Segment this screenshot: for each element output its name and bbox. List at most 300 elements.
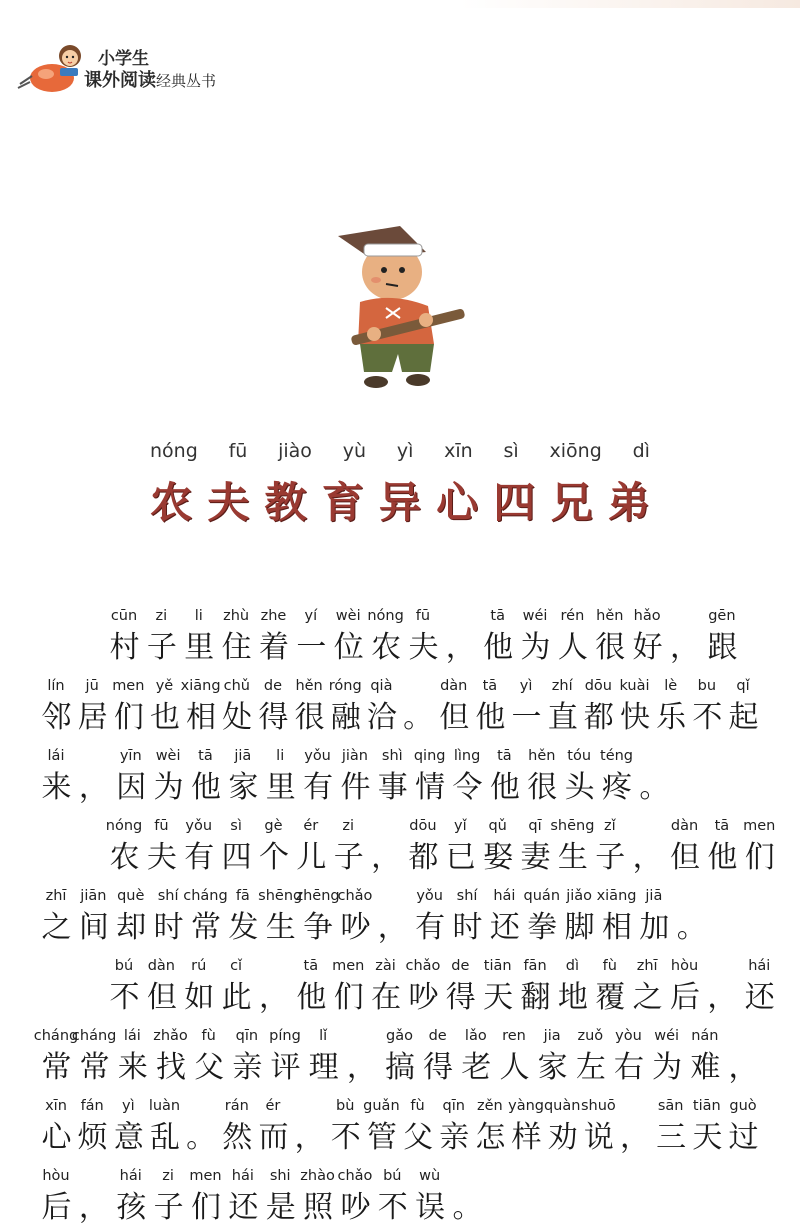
hanzi-char: ， xyxy=(670,630,701,665)
series-header xyxy=(14,38,274,98)
hanzi-char: 此 xyxy=(221,980,252,1015)
pinyin-syllable: men xyxy=(332,958,365,974)
pinyin-syllable: tā xyxy=(490,608,505,624)
hanzi-char: 快 xyxy=(620,700,651,735)
hanzi-char: 然 xyxy=(222,1120,253,1155)
hanzi-char: 难 xyxy=(690,1050,721,1085)
pinyin-syllable: yì xyxy=(122,1098,135,1114)
pinyin-syllable: tā xyxy=(198,748,213,764)
pinyin-syllable: zhǎo xyxy=(153,1028,188,1044)
pinyin-syllable: wèi xyxy=(335,608,361,624)
hanzi-char: 好 xyxy=(632,630,663,665)
pinyin-syllable: cūn xyxy=(110,608,138,624)
pinyin-syllable: chǔ xyxy=(223,678,250,694)
pinyin-syllable: lǐ xyxy=(319,1028,328,1044)
pinyin-syllable: hǎo xyxy=(633,608,661,624)
hanzi-char: 妻 xyxy=(520,840,551,875)
hanzi-char: 件 xyxy=(340,770,371,805)
title-char: 夫 xyxy=(207,478,250,527)
hanzi-char: 来 xyxy=(41,770,72,805)
hanzi-char: 子 xyxy=(153,1190,184,1225)
hanzi-char: 后 xyxy=(670,980,701,1015)
hanzi-char: 得 xyxy=(423,1050,454,1085)
hanzi-char: 相 xyxy=(186,700,217,735)
pinyin-syllable: men xyxy=(189,1168,222,1184)
pinyin-syllable: yàng xyxy=(508,1098,544,1114)
hanzi-char: 子 xyxy=(146,630,177,665)
text-line xyxy=(0,608,800,668)
hanzi-char: 拳 xyxy=(527,910,558,945)
hanzi-char: 们 xyxy=(113,700,144,735)
pinyin-syllable: hái xyxy=(119,1168,142,1184)
hanzi-char: 融 xyxy=(330,700,361,735)
hanzi-char: 不 xyxy=(692,700,723,735)
pinyin-syllable: shì xyxy=(381,748,403,764)
pinyin-syllable: quán xyxy=(523,888,561,904)
hanzi-char: 为 xyxy=(520,630,551,665)
hanzi-char: 样 xyxy=(511,1120,542,1155)
text-line xyxy=(0,748,800,808)
title-char: 心 xyxy=(436,478,479,527)
title-pinyin-syllable: nóng xyxy=(150,440,198,462)
pinyin-syllable: zhào xyxy=(300,1168,335,1184)
pinyin-syllable: què xyxy=(117,888,145,904)
pinyin-syllable: bú xyxy=(383,1168,402,1184)
pinyin-syllable: li xyxy=(276,748,285,764)
hanzi-char: ， xyxy=(78,1190,109,1225)
pinyin-syllable: lái xyxy=(47,748,65,764)
pinyin-syllable: lè xyxy=(664,678,678,694)
hanzi-char: 父 xyxy=(403,1120,434,1155)
hanzi-char: ， xyxy=(632,840,663,875)
hanzi-char: 起 xyxy=(728,700,759,735)
title-char: 四 xyxy=(493,478,536,527)
hanzi-char: ， xyxy=(620,1120,651,1155)
hanzi-char: 却 xyxy=(116,910,147,945)
pinyin-syllable: yǒu xyxy=(185,818,213,834)
hanzi-char: 相 xyxy=(602,910,633,945)
hanzi-char: 。 xyxy=(403,700,434,735)
hanzi-char: ， xyxy=(258,980,289,1015)
pinyin-syllable: dōu xyxy=(409,818,437,834)
hanzi-char: 邻 xyxy=(41,700,72,735)
hanzi-char: 后 xyxy=(41,1190,72,1225)
pinyin-syllable: gè xyxy=(264,818,283,834)
pinyin-syllable: fù xyxy=(201,1028,216,1044)
hanzi-char: 孩 xyxy=(116,1190,147,1225)
hanzi-char: 吵 xyxy=(340,910,371,945)
hanzi-char: 有 xyxy=(184,840,215,875)
hanzi-char: 洽 xyxy=(366,700,397,735)
hanzi-char: 发 xyxy=(228,910,259,945)
hanzi-char: 在 xyxy=(371,980,402,1015)
hanzi-char: 夫 xyxy=(408,630,439,665)
pinyin-syllable: de xyxy=(428,1028,447,1044)
pinyin-syllable: qǔ xyxy=(488,818,507,834)
hanzi-char: 常 xyxy=(79,1050,110,1085)
pinyin-syllable: hěn xyxy=(596,608,624,624)
pinyin-syllable: fān xyxy=(523,958,547,974)
pinyin-syllable: fán xyxy=(80,1098,104,1114)
hanzi-char: 村 xyxy=(109,630,140,665)
text-line xyxy=(0,958,800,1018)
pinyin-syllable: rú xyxy=(191,958,207,974)
hanzi-char: 生 xyxy=(265,910,296,945)
pinyin-syllable: yǐ xyxy=(453,818,467,834)
pinyin-syllable: jiā xyxy=(645,888,663,904)
reading-girl-logo-icon xyxy=(14,38,94,98)
hanzi-char: 居 xyxy=(77,700,108,735)
pinyin-syllable: hěn xyxy=(295,678,323,694)
pinyin-syllable: kuài xyxy=(619,678,650,694)
hanzi-char: 直 xyxy=(547,700,578,735)
hanzi-char: 里 xyxy=(265,770,296,805)
pinyin-syllable: tiān xyxy=(692,1098,721,1114)
pinyin-syllable: yí xyxy=(304,608,318,624)
pinyin-syllable: tā xyxy=(497,748,512,764)
pinyin-syllable: qīn xyxy=(235,1028,259,1044)
hanzi-char: ， xyxy=(294,1120,325,1155)
title-char: 弟 xyxy=(607,478,650,527)
pinyin-syllable: men xyxy=(112,678,145,694)
title-char: 育 xyxy=(321,478,364,527)
hanzi-char: 之 xyxy=(41,910,72,945)
title-char: 兄 xyxy=(550,478,593,527)
hanzi-char: 家 xyxy=(228,770,259,805)
pinyin-syllable: fā xyxy=(235,888,250,904)
hanzi-char: 。 xyxy=(676,910,707,945)
hanzi-char: 得 xyxy=(445,980,476,1015)
pinyin-syllable: jia xyxy=(543,1028,561,1044)
title-char: 农 xyxy=(150,478,193,527)
series-line-1: 小学生 xyxy=(98,49,149,69)
hanzi-char: 找 xyxy=(156,1050,186,1085)
hanzi-char: 人 xyxy=(557,630,588,665)
hanzi-char: 一 xyxy=(511,700,542,735)
pinyin-syllable: hái xyxy=(748,958,771,974)
pinyin-syllable: shēng xyxy=(550,818,595,834)
pinyin-syllable: téng xyxy=(600,748,634,764)
hanzi-char: 不 xyxy=(109,980,140,1015)
hanzi-char: 加 xyxy=(639,910,670,945)
hanzi-char: 位 xyxy=(333,630,364,665)
hanzi-char: 子 xyxy=(333,840,364,875)
pinyin-syllable: wèi xyxy=(155,748,181,764)
pinyin-syllable: zhī xyxy=(45,888,67,904)
hanzi-char: 为 xyxy=(652,1050,683,1085)
hanzi-char: 他 xyxy=(707,840,738,875)
hanzi-char: ， xyxy=(377,910,408,945)
pinyin-syllable: hòu xyxy=(670,958,699,974)
hanzi-char: 不 xyxy=(377,1190,408,1225)
pinyin-syllable: tiān xyxy=(483,958,512,974)
pinyin-syllable: qīn xyxy=(442,1098,465,1114)
hanzi-char: 。 xyxy=(639,770,670,805)
hanzi-char: 事 xyxy=(377,770,408,805)
pinyin-syllable: jū xyxy=(85,678,99,694)
hanzi-char: 为 xyxy=(153,770,184,805)
hanzi-char: 误 xyxy=(415,1190,446,1225)
hanzi-char: ， xyxy=(728,1050,759,1085)
pinyin-syllable: ren xyxy=(502,1028,526,1044)
pinyin-syllable: cǐ xyxy=(230,958,243,974)
title-pinyin-syllable: xiōng xyxy=(549,440,602,462)
hanzi-char: 亲 xyxy=(439,1120,470,1155)
pinyin-syllable: píng xyxy=(269,1028,301,1044)
pinyin-syllable: wéi xyxy=(654,1028,680,1044)
hanzi-char: 管 xyxy=(366,1120,397,1155)
pinyin-syllable: lǎo xyxy=(464,1028,487,1044)
pinyin-syllable: zhù xyxy=(223,608,250,624)
pinyin-syllable: guǎn xyxy=(363,1098,400,1114)
pinyin-syllable: rán xyxy=(224,1098,249,1114)
pinyin-syllable: yì xyxy=(519,678,533,694)
hanzi-char: 。 xyxy=(452,1190,483,1225)
pinyin-syllable: róng xyxy=(328,678,362,694)
pinyin-syllable: yǒu xyxy=(416,888,443,904)
hanzi-char: 着 xyxy=(258,630,289,665)
title-pinyin-syllable: fū xyxy=(228,440,248,462)
hanzi-char: 天 xyxy=(692,1120,723,1155)
hanzi-char: 常 xyxy=(41,1050,72,1085)
pinyin-syllable: zi xyxy=(155,608,168,624)
hanzi-char: 烦 xyxy=(77,1120,108,1155)
hanzi-char: 有 xyxy=(415,910,446,945)
title-pinyin-syllable: yì xyxy=(396,440,414,462)
pinyin-syllable: fū xyxy=(415,608,431,624)
hanzi-char: 人 xyxy=(499,1050,530,1085)
pinyin-syllable: jiǎo xyxy=(566,888,593,904)
title-pinyin xyxy=(150,440,650,462)
hanzi-char: 住 xyxy=(221,630,252,665)
hanzi-char: 但 xyxy=(670,840,701,875)
hanzi-char: 有 xyxy=(303,770,334,805)
series-name-bold: 课外阅读 xyxy=(84,70,156,91)
pinyin-syllable: yīn xyxy=(119,748,142,764)
hanzi-char: 而 xyxy=(258,1120,289,1155)
pinyin-syllable: nóng xyxy=(105,818,143,834)
title-pinyin-syllable: dì xyxy=(632,440,650,462)
hanzi-char: 一 xyxy=(296,630,327,665)
pinyin-syllable: cháng xyxy=(33,1028,79,1044)
hanzi-char: 是 xyxy=(265,1190,296,1225)
hanzi-char: 过 xyxy=(728,1120,759,1155)
pinyin-syllable: dàn xyxy=(440,678,468,694)
hanzi-char: 还 xyxy=(744,980,775,1015)
hanzi-char: 情 xyxy=(415,770,446,805)
pinyin-syllable: cháng xyxy=(71,1028,117,1044)
hanzi-char: 右 xyxy=(614,1050,644,1085)
pinyin-syllable: zài xyxy=(375,958,396,974)
pinyin-syllable: sān xyxy=(657,1098,684,1114)
pinyin-syllable: zěn xyxy=(477,1098,503,1114)
top-edge-shading xyxy=(460,0,800,8)
hanzi-char: 子 xyxy=(595,840,626,875)
pinyin-syllable: xiāng xyxy=(180,678,221,694)
pinyin-syllable: yǒu xyxy=(304,748,331,764)
pinyin-syllable: chǎo xyxy=(405,958,441,974)
pinyin-syllable: ér xyxy=(265,1098,281,1114)
hanzi-char: 但 xyxy=(146,980,177,1015)
title-pinyin-syllable: sì xyxy=(503,440,519,462)
hanzi-char: 吵 xyxy=(340,1190,371,1225)
hanzi-char: 生 xyxy=(557,840,588,875)
page-title xyxy=(150,470,650,530)
pinyin-syllable: bù xyxy=(336,1098,355,1114)
pinyin-syllable: jiān xyxy=(80,888,107,904)
text-line xyxy=(0,1098,800,1158)
series-name-small: 经典丛书 xyxy=(156,72,217,90)
pinyin-syllable: chǎo xyxy=(337,888,373,904)
hanzi-char: 都 xyxy=(583,700,614,735)
pinyin-syllable: de xyxy=(263,678,282,694)
pinyin-syllable: de xyxy=(451,958,470,974)
hanzi-char: 头 xyxy=(564,770,595,805)
pinyin-syllable: luàn xyxy=(148,1098,181,1114)
hanzi-char: 因 xyxy=(116,770,147,805)
pinyin-syllable: gǎo xyxy=(386,1028,413,1044)
pinyin-syllable: cháng xyxy=(183,888,228,904)
title-pinyin-syllable: jiào xyxy=(278,440,312,462)
hanzi-char: 劝 xyxy=(547,1120,578,1155)
hanzi-char: 跟 xyxy=(707,630,738,665)
hanzi-char: 夫 xyxy=(146,840,177,875)
hanzi-char: 娶 xyxy=(483,840,514,875)
hanzi-char: 争 xyxy=(303,910,334,945)
pinyin-syllable: guò xyxy=(729,1098,757,1114)
hanzi-char: 老 xyxy=(461,1050,492,1085)
hanzi-char: 亲 xyxy=(232,1050,263,1085)
hanzi-char: 脚 xyxy=(564,910,595,945)
pinyin-syllable: xiāng xyxy=(596,888,637,904)
pinyin-syllable: dàn xyxy=(670,818,699,834)
hanzi-char: 很 xyxy=(595,630,626,665)
pinyin-syllable: shēng xyxy=(258,888,303,904)
pinyin-syllable: xīn xyxy=(45,1098,67,1114)
pinyin-syllable: zi xyxy=(162,1168,174,1184)
hanzi-char: 个 xyxy=(258,840,289,875)
pinyin-syllable: shuō xyxy=(580,1098,616,1114)
hanzi-char: 很 xyxy=(294,700,325,735)
hanzi-char: 三 xyxy=(656,1120,687,1155)
pinyin-syllable: fū xyxy=(154,818,169,834)
pinyin-syllable: quàn xyxy=(543,1098,581,1114)
pinyin-syllable: hòu xyxy=(42,1168,70,1184)
hanzi-char: 天 xyxy=(483,980,514,1015)
pinyin-syllable: bú xyxy=(114,958,134,974)
hanzi-char: 们 xyxy=(744,840,775,875)
hanzi-char: 间 xyxy=(78,910,109,945)
pinyin-syllable: sì xyxy=(230,818,242,834)
hanzi-char: 怎 xyxy=(475,1120,506,1155)
hanzi-char: 说 xyxy=(583,1120,614,1155)
title-pinyin-syllable: yù xyxy=(342,440,367,462)
pinyin-syllable: fù xyxy=(410,1098,425,1114)
pinyin-syllable: rén xyxy=(560,608,585,624)
hanzi-char: 如 xyxy=(184,980,215,1015)
hanzi-char: 乱 xyxy=(149,1120,180,1155)
hanzi-char: 他 xyxy=(296,980,327,1015)
hanzi-char: 常 xyxy=(190,910,221,945)
hanzi-char: 心 xyxy=(41,1120,72,1155)
hanzi-char: 四 xyxy=(221,840,252,875)
hanzi-char: ， xyxy=(78,770,109,805)
pinyin-syllable: lái xyxy=(123,1028,141,1044)
pinyin-syllable: qī xyxy=(528,818,542,834)
pinyin-syllable: dōu xyxy=(584,678,612,694)
pinyin-syllable: tā xyxy=(714,818,730,834)
hanzi-char: 。 xyxy=(186,1120,217,1155)
pinyin-syllable: hái xyxy=(493,888,516,904)
pinyin-syllable: shí xyxy=(456,888,478,904)
pinyin-syllable: wéi xyxy=(522,608,548,624)
pinyin-syllable: tā xyxy=(303,958,319,974)
hanzi-char: 里 xyxy=(184,630,215,665)
hanzi-char: 覆 xyxy=(595,980,626,1015)
pinyin-syllable: ér xyxy=(303,818,319,834)
title-char: 教 xyxy=(264,478,307,527)
hanzi-char: 父 xyxy=(194,1050,225,1085)
hanzi-char: 他 xyxy=(483,630,514,665)
hanzi-char: 吵 xyxy=(408,980,439,1015)
hanzi-char: 翻 xyxy=(520,980,551,1015)
pinyin-syllable: yě xyxy=(155,678,174,694)
hanzi-char: 农 xyxy=(371,630,402,665)
hanzi-char: 地 xyxy=(557,980,588,1015)
hanzi-char: 之 xyxy=(632,980,663,1015)
pinyin-syllable: nán xyxy=(691,1028,719,1044)
text-line xyxy=(0,1028,800,1088)
pinyin-syllable: fù xyxy=(602,958,617,974)
pinyin-syllable: bu xyxy=(697,678,717,694)
text-line xyxy=(0,678,800,738)
hanzi-char: 时 xyxy=(153,910,184,945)
hanzi-char: 理 xyxy=(308,1050,339,1085)
hanzi-char: 得 xyxy=(258,700,289,735)
hanzi-char: 来 xyxy=(117,1050,148,1085)
hanzi-char: 他 xyxy=(190,770,221,805)
hanzi-char: 还 xyxy=(489,910,520,945)
hanzi-char: ， xyxy=(445,630,476,665)
hanzi-char: 们 xyxy=(190,1190,221,1225)
pinyin-syllable: qǐ xyxy=(736,678,750,694)
title-char: 异 xyxy=(378,478,421,527)
hanzi-char: ， xyxy=(371,840,402,875)
hanzi-char: 他 xyxy=(489,770,520,805)
pinyin-syllable: lìng xyxy=(453,748,481,764)
hanzi-char: 农 xyxy=(109,840,140,875)
hanzi-char: 乐 xyxy=(656,700,687,735)
pinyin-syllable: chǎo xyxy=(337,1168,373,1184)
pinyin-syllable: zhī xyxy=(636,958,658,974)
hanzi-char: 照 xyxy=(303,1190,334,1225)
hanzi-char: ， xyxy=(346,1050,377,1085)
hanzi-char: 评 xyxy=(270,1050,301,1085)
pinyin-syllable: lín xyxy=(47,678,65,694)
hanzi-char: 也 xyxy=(149,700,180,735)
pinyin-syllable: shi xyxy=(269,1168,291,1184)
pinyin-syllable: wù xyxy=(419,1168,441,1184)
hanzi-char: 左 xyxy=(575,1050,606,1085)
text-line xyxy=(0,818,800,878)
pinyin-syllable: hěn xyxy=(528,748,556,764)
pinyin-syllable: tā xyxy=(482,678,498,694)
hanzi-char: ， xyxy=(707,980,738,1015)
pinyin-syllable: qià xyxy=(370,678,393,694)
hanzi-char: 令 xyxy=(452,770,483,805)
hanzi-char: 搞 xyxy=(385,1050,415,1085)
pinyin-syllable: qing xyxy=(413,748,446,764)
